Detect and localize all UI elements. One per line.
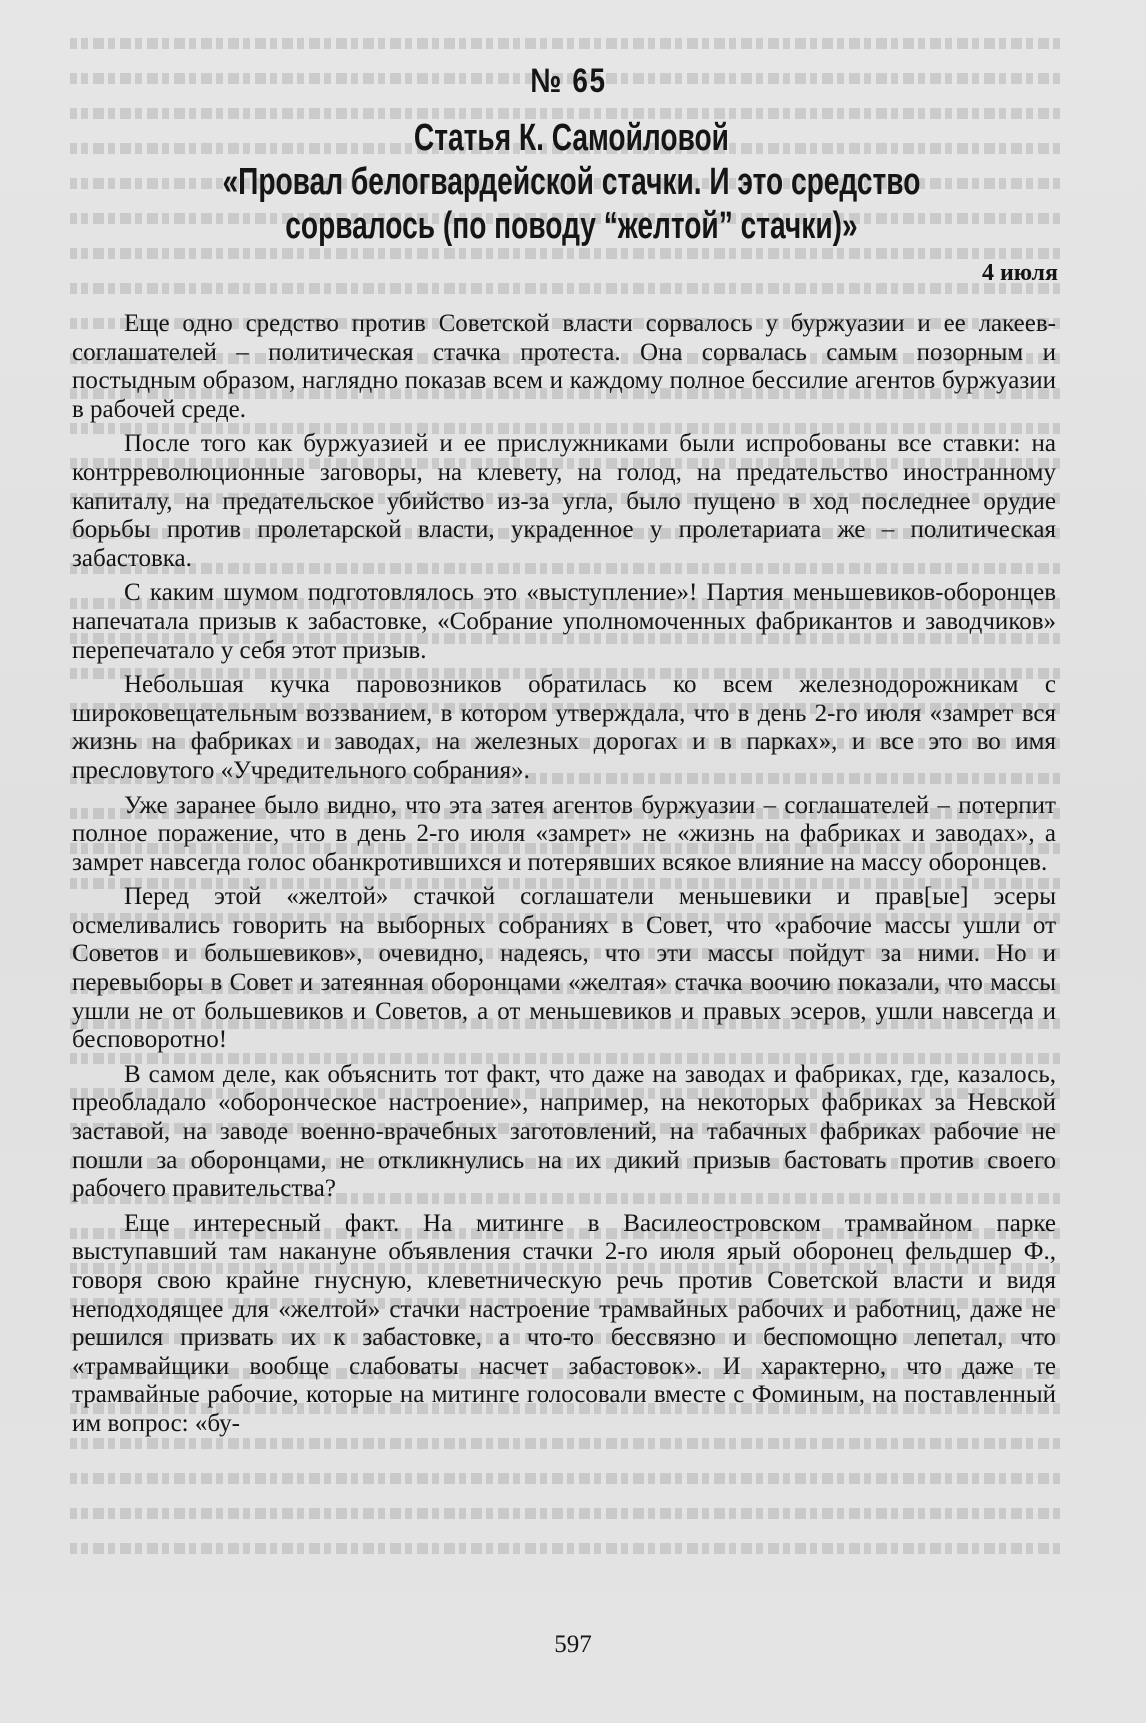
document-number: № 65 xyxy=(530,62,607,100)
article-body xyxy=(72,310,1056,1445)
article-title-author: Статья К. Самойловой xyxy=(413,117,729,159)
paragraph: В самом деле, как объяснить тот факт, что даже на заводах и фабриках, где, казалось, преобладало «оборонческое настроение», например, на некоторых фабриках за Невской заставой, на заводе военно-врачебных заготовлений, на табачных фабриках рабочие не пошли за оборонцами, не откликнулись на их дикий призыв бастовать против своего рабочего правительства? xyxy=(72,1060,1056,1203)
paragraph: Небольшая кучка паровозников обратилась ко всем железнодорожникам с широковещательным воззванием, в котором утверждала, что в день 2-го июля «замрет вся жизнь на фабриках и заводах, на железных дорогах и в парках», и все это во имя пресловутого «Учредительного собрания». xyxy=(72,671,1056,784)
paragraph: После того как буржуазией и ее прислужниками были испробованы все ставки: на контрреволюционные заговоры, на клевету, на голод, на предательство иностранному капиталу, на предательское убийство из-за угла, было пущено в ход последнее орудие борьбы против пролетарской власти, украденное у пролетариата же – политическая забастовка. xyxy=(72,430,1056,572)
paragraph: С каким шумом подготовлялось это «выступление»! Партия меньшевиков-оборонцев напечатала призыв к забастовке, «Собрание уполномоченных фабрикантов и заводчиков» перепечатало у себя этот призыв. xyxy=(72,579,1056,664)
article-title-line: «Провал белогвардейской стачки. И это средство xyxy=(222,161,921,203)
article-title-line: сорвалось (по поводу “желтой” стачки)» xyxy=(285,205,858,247)
paragraph: Перед этой «желтой» стачкой соглашатели меньшевики и прав[ые] эсеры осмеливались говорить на выборных собраниях в Совет, что «рабочие массы ушли от Советов и большевиков», очевидно, надеясь, что эти массы пойдут за ними. Но и перевыборы в Совет и затеянная оборонцами «желтая» стачка воочию показали, что массы ушли не от большевиков и Советов, а от меньшевиков и правых эсеров, ушли навсегда и бесповоротно! xyxy=(72,883,1056,1054)
paragraph: Уже заранее было видно, что эта затея агентов буржуазии – соглашателей – потерпит полное поражение, что в день 2-го июля «замрет» не «жизнь на фабриках и заводах», а замрет навсегда голос обанкротившихся и потерявших всякое влияние на массу оборонцев. xyxy=(72,791,1056,876)
paragraph: Еще интересный факт. На митинге в Василеостровском трамвайном парке выступавший там накануне объявления стачки 2-го июля ярый оборонец фельдшер Ф., говоря свою крайне гнусную, клеветническую речь против Советской власти и видя неподходящее для «желтой» стачки настроение трамвайных рабочих и работниц, даже не решился призвать их к забастовке, а что-то бессвязно и беспомощно лепетал, что «трамвайщики вообще слабоваты насчет забастовок». И характерно, что даже те трамвайные рабочие, которые на митинге голосовали вместе с Фоминым, на поставленный им вопрос: «бу- xyxy=(72,1209,1056,1437)
article-date: 4 июля xyxy=(981,260,1058,286)
paragraph: Еще одно средство против Советской власти сорвалось у буржуазии и ее лакеев-соглашателей – политическая стачка протеста. Она сорвалась самым позорным и постыдным образом, наглядно показав всем и каждому полное бессилие агентов буржуазии в рабочей среде. xyxy=(72,310,1056,423)
page-number: 597 xyxy=(554,1631,592,1658)
